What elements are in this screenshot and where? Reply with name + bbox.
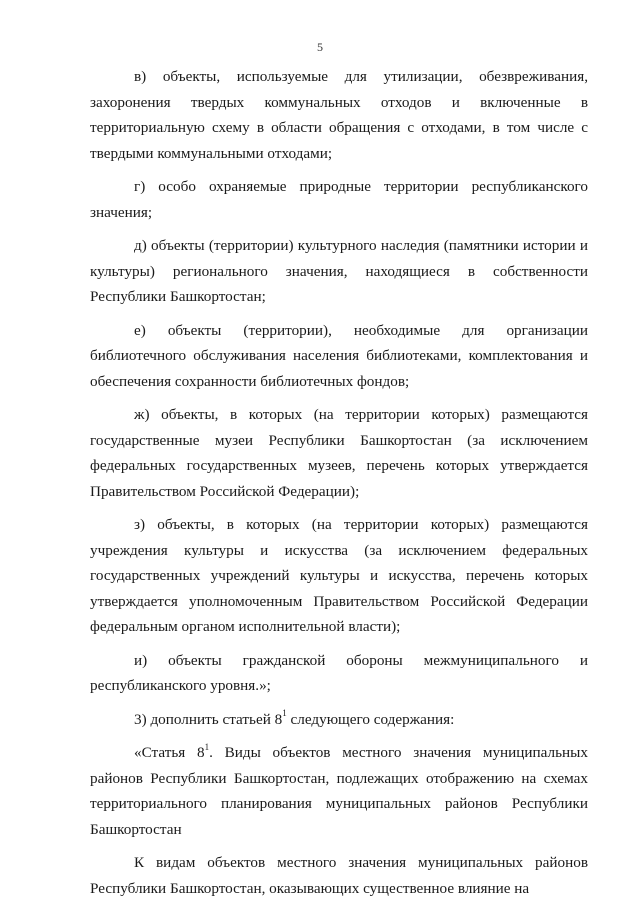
page-number: 5 bbox=[317, 40, 323, 54]
clause-zh: ж) объекты, в которых (на территории которых) размещаются государственные музеи Республики Башкортостан (за исключением федеральных государственных музеев, перечень которых утверждается Правительством Российской Федерации); bbox=[90, 406, 588, 500]
article-number-superscript: 1 bbox=[282, 708, 287, 719]
document-body bbox=[90, 64, 588, 901]
clause-i: и) объекты гражданской обороны межмуниципального и республиканского уровня.»; bbox=[90, 651, 588, 694]
article-heading-start: «Статья 8 bbox=[134, 744, 205, 761]
amendment-item-3-text: 3) дополнить статьей 8 bbox=[134, 710, 283, 728]
article-paragraph: К видам объектов местного значения муниципальных районов Республики Башкортостан, оказывающих существенное влияние на bbox=[90, 854, 588, 897]
clause-g: г) особо охраняемые природные территории республиканского значения; bbox=[90, 178, 588, 221]
clause-e: е) объекты (территории), необходимые для организации библиотечного обслуживания населения библиотеками, комплектования и обеспечения сохранности библиотечных фондов; bbox=[90, 321, 588, 390]
clause-v: в) объекты, используемые для утилизации, обезвреживания, захоронения твердых коммунальных отходов и включенные в территориальную схему в области обращения с отходами, в том числе с твердыми коммунальными отходами; bbox=[90, 68, 588, 162]
amendment-item-3 bbox=[90, 707, 588, 733]
clause-z: з) объекты, в которых (на территории которых) размещаются учреждения культуры и искусства (за исключением федеральных государственных учреждений культуры и искусства, перечень которых утверждается уполномоченным Правительством Российской Федерации федеральным органом исполнительной власти); bbox=[90, 516, 588, 635]
clause-d: д) объекты (территории) культурного наследия (памятники истории и культуры) регионального значения, находящиеся в собственности Республики Башкортостан; bbox=[90, 237, 588, 305]
article-heading-text: . Виды объектов местного значения муниципальных районов Республики Башкортостан, подлежащих отображению на схемах территориального планирования муниципальных районов Республики Башкортостан bbox=[90, 744, 588, 838]
amendment-item-3-tail: следующего содержания: bbox=[286, 710, 455, 728]
article-heading bbox=[90, 740, 588, 842]
article-heading-superscript: 1 bbox=[204, 741, 210, 752]
